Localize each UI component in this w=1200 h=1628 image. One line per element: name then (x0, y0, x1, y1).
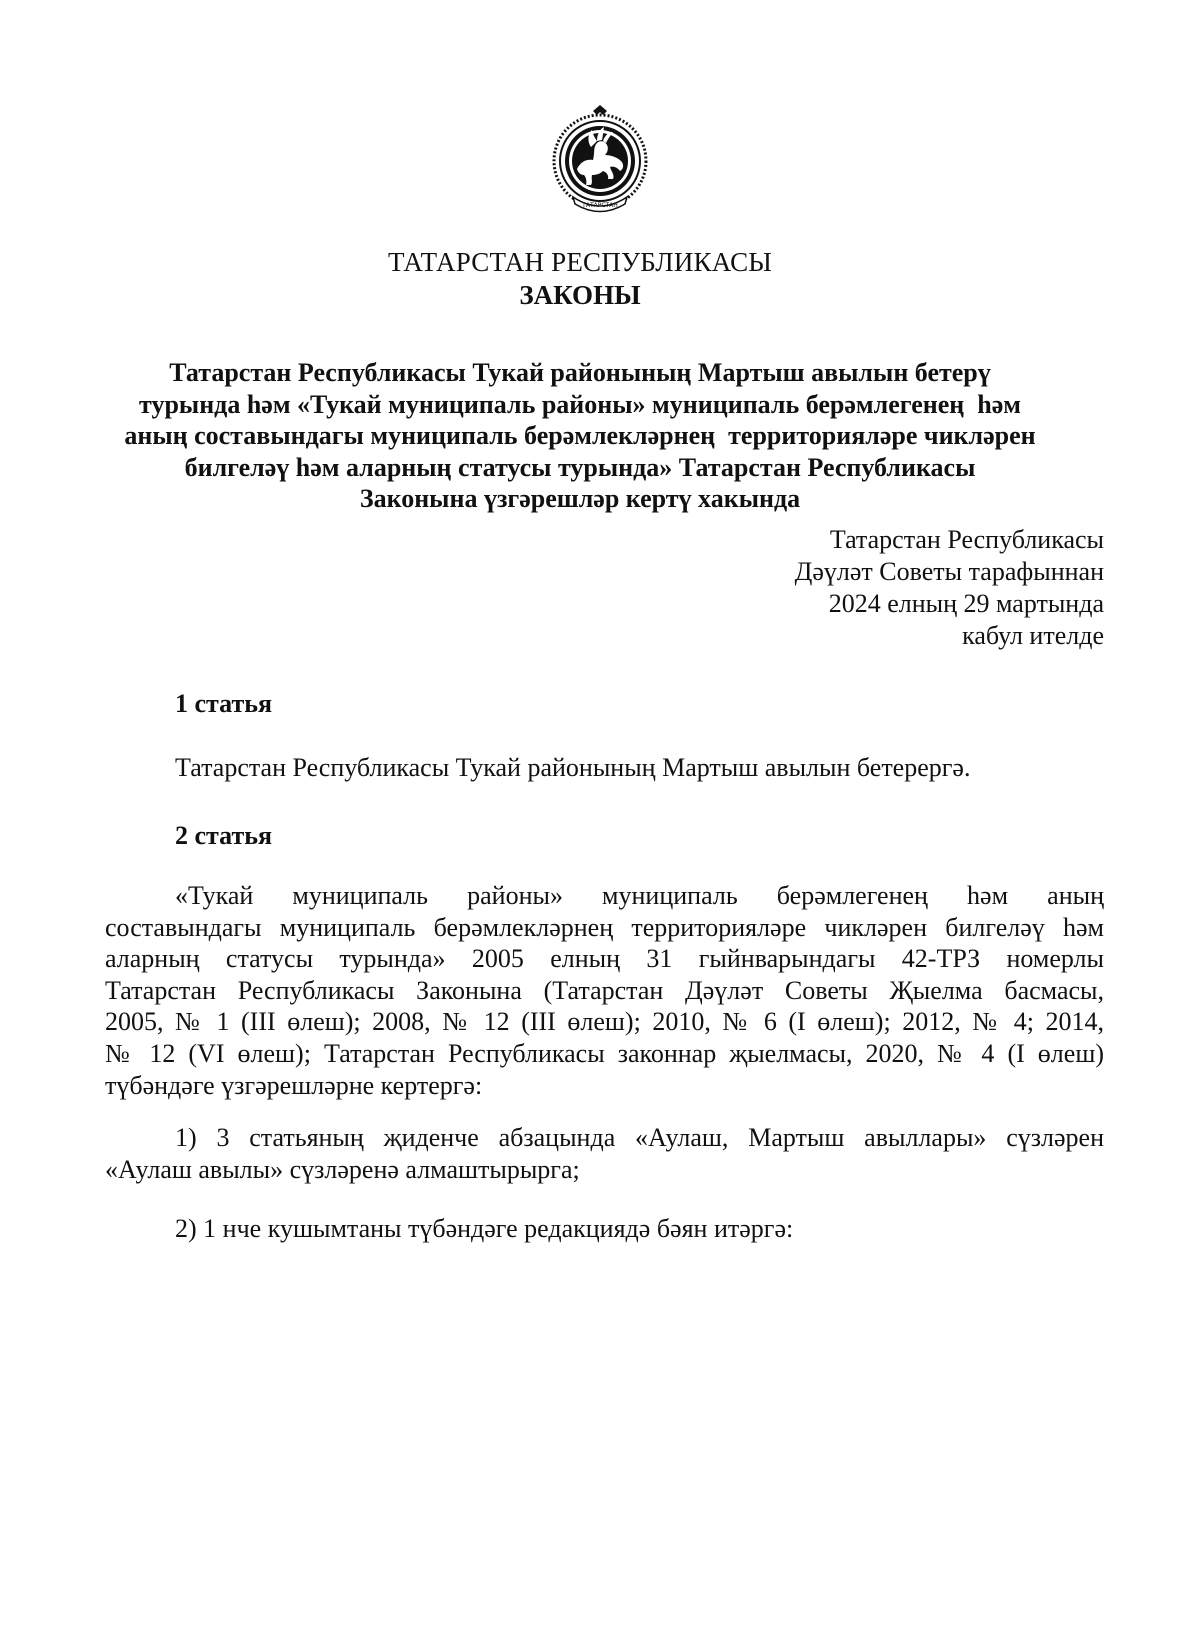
item-1-line: 1) 3 статьяның җиденче абзацында «Аулаш, Мартыш авыллары» сүзләрен (175, 1123, 1104, 1152)
title-line: Татарстан Республикасы Тукай районының Мартыш авылын бетерү (169, 358, 991, 387)
title-line: аның составындагы муниципаль берәмлекләрнең территорияләре чикләрен (124, 421, 1036, 450)
article-2-line: аларның статусы турында» 2005 елның 31 гыйнварындагы 42-ТРЗ номерлы (105, 944, 1104, 974)
law-title (0, 357, 1160, 515)
adoption-line: Татарстан Республикасы (829, 525, 1104, 554)
item-1-line: «Аулаш авылы» сүзләренә алмаштырырга; (105, 1154, 580, 1184)
adoption-line: кабул ителде (962, 621, 1104, 650)
article-2-line: Татарстан Республикасы Законына (Татарстан Дәүләт Советы Җыелма басмасы, (105, 975, 1104, 1005)
article-2-intro (105, 880, 1104, 1101)
article-2-line: 2005, № 1 (III өлеш); 2008, № 12 (III өлеш); 2010, № 6 (I өлеш); 2012, № 4; 2014, (105, 1007, 1104, 1037)
title-line: билгеләү һәм аларның статусы турында» Татарстан Республикасы (184, 452, 976, 482)
article-2-heading: 2 статья (175, 821, 273, 850)
article-2-item-2 (105, 1213, 1104, 1245)
article-1-text (105, 752, 1104, 784)
article-2-line: түбәндәге үзгәрешләрне кертергә: (105, 1070, 483, 1100)
document-type-heading: ЗАКОНЫ (519, 280, 641, 310)
article-2-line: № 12 (VI өлеш); Татарстан Республикасы законнар җыелмасы, 2020, № 4 (I өлеш) (105, 1038, 1104, 1068)
adoption-block (795, 524, 1104, 652)
coat-of-arms-emblem (547, 103, 653, 219)
article-1-line: Татарстан Республикасы Тукай районының Мартыш авылын бетерергә. (175, 753, 971, 782)
title-line: Законына үзгәрешләр кертү хакында (359, 484, 801, 513)
article-2-item-1 (105, 1122, 1104, 1185)
coat-of-arms-icon (547, 103, 653, 219)
item-2-line: 2) 1 нче кушымтаны түбәндәге редакциядә бәян итәргә: (175, 1214, 794, 1243)
adoption-line: 2024 елның 29 мартында (828, 589, 1104, 618)
emblem-inscription: ТАТАРСТАН (582, 202, 618, 209)
republic-heading: ТАТАРСТАН РЕСПУБЛИКАСЫ (387, 247, 773, 277)
article-2-line: составындагы муниципаль берәмлекләрнең территорияләре чикләрен билгеләү һәм (105, 912, 1104, 942)
adoption-line: Дәүләт Советы тарафыннан (794, 557, 1104, 586)
article-1-heading: 1 статья (175, 689, 273, 718)
title-line: турында һәм «Тукай муниципаль районы» муниципаль берәмлегенең һәм (139, 389, 1021, 419)
article-2-line: «Тукай муниципаль районы» муниципаль берәмлегенең һәм аның (175, 881, 1104, 910)
